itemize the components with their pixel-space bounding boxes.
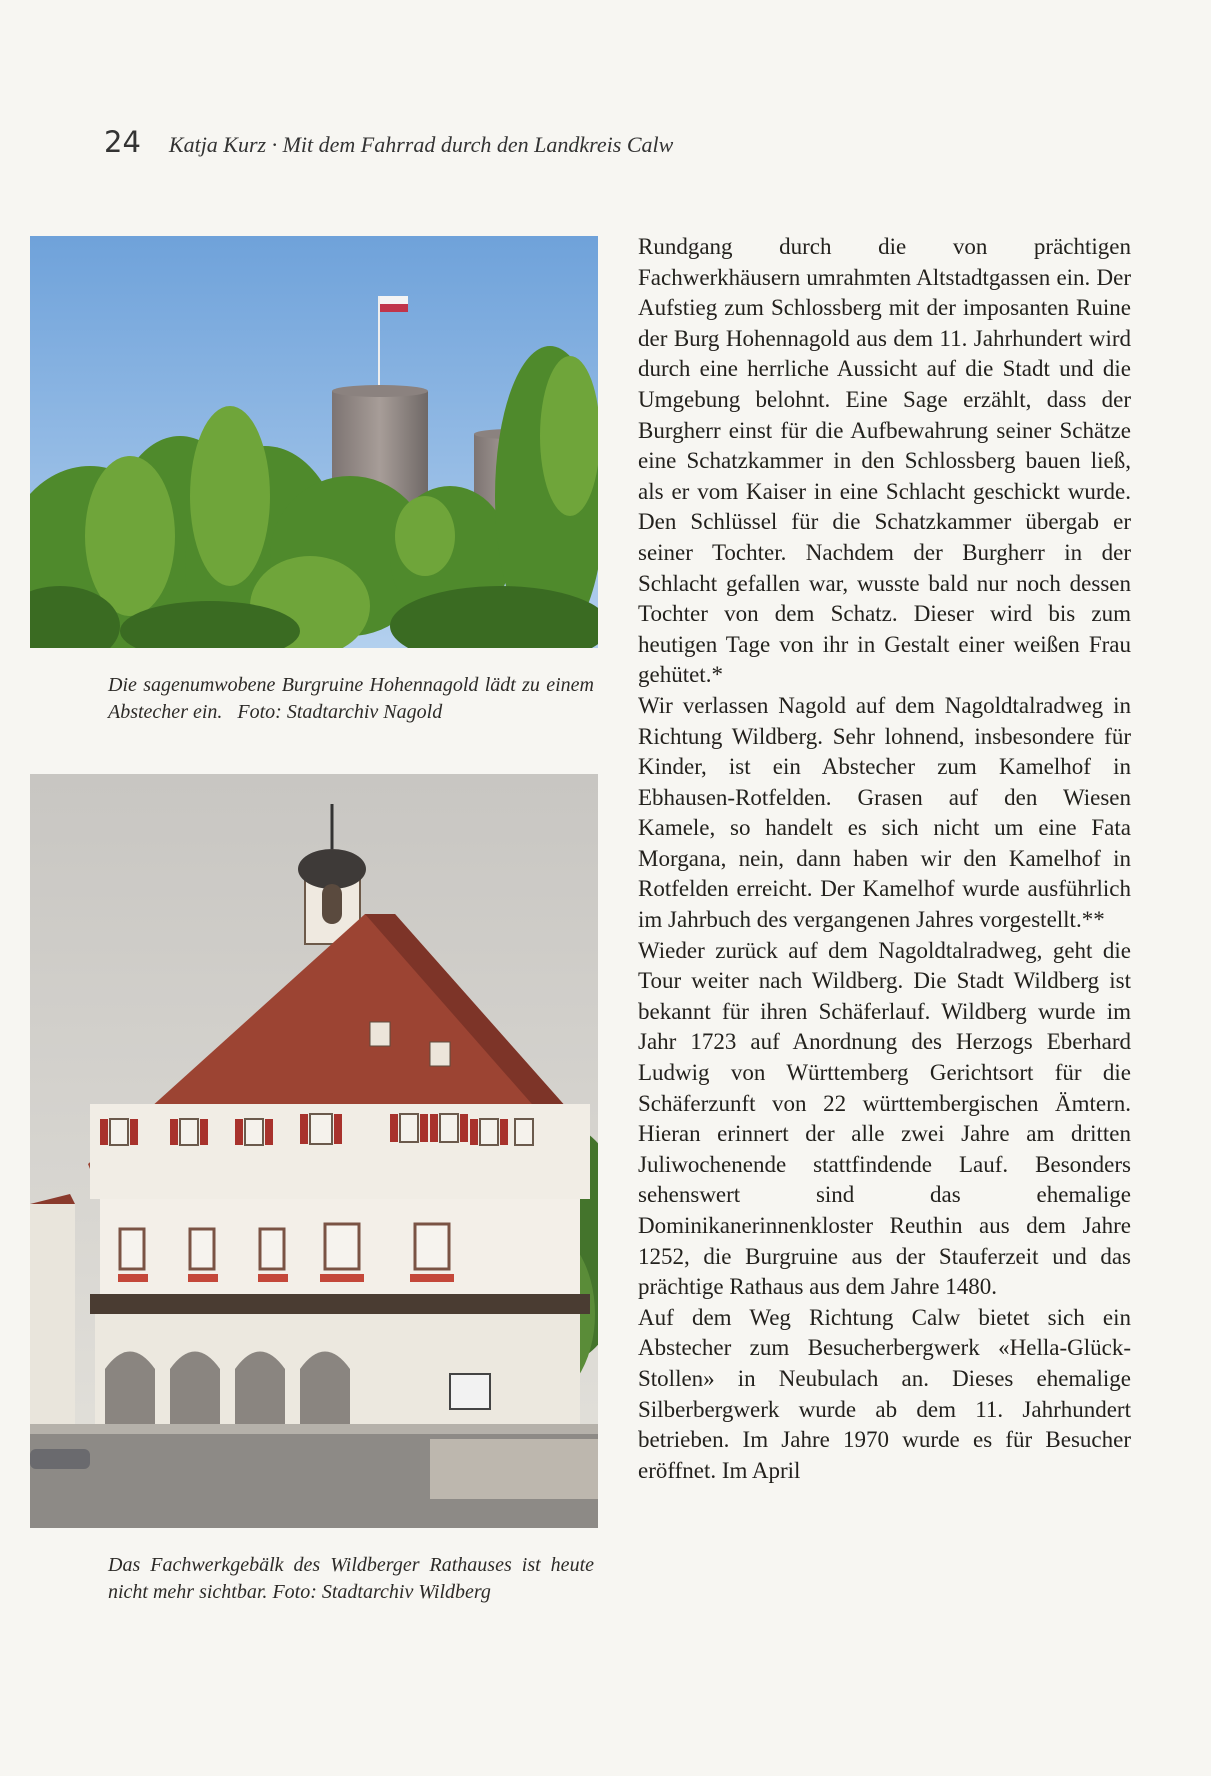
body-text (638, 232, 1131, 1486)
figure-castle-ruin (30, 236, 598, 726)
figure-town-hall (30, 774, 598, 1606)
castle-ruin-caption (30, 672, 598, 726)
photo-credit: Foto: Stadtarchiv Nagold (237, 701, 443, 723)
paragraph: Wir verlassen Nagold auf dem Nagoldtalradweg in Richtung Wildberg. Sehr lohnend, insbesondere für Kinder, ist ein Abstecher zum Kamelhof in Ebhausen-Rotfelden. Grasen auf den Wiesen Kamele, so handelt es sich nicht um eine Fata Morgana, nein, dann haben wir den Kamelhof in Rotfelden erreicht. Der Kamelhof wurde ausführlich im Jahrbuch des vergangenen Jahres vorgestellt.** (638, 692, 1131, 933)
caption-text: Das Fachwerkgebälk des Wildberger Rathauses ist heute nicht mehr sichtbar. (108, 1554, 594, 1603)
paragraph: Auf dem Weg Richtung Calw bietet sich ein Abstecher zum Besucherbergwerk «Hella-Glück-Stollen» in Neubulach an. Dieses ehemalige Silberbergwerk wurde ab dem 11. Jahrhundert betrieben. Im Jahre 1970 wurde es für Besucher eröffnet. Im April (638, 1304, 1131, 1483)
running-header (104, 125, 673, 159)
caption-text: Die sagenumwobene Burgruine Hohennagold lädt zu einem Abstecher ein. (108, 674, 594, 723)
photo-credit: Foto: Stadtarchiv Wildberg (272, 1581, 491, 1603)
paragraph: Wieder zurück auf dem Nagoldtalradweg, geht die Tour weiter nach Wildberg. Die Stadt Wildberg ist bekannt für ihren Schäferlauf. Wildberg wurde im Jahr 1723 auf Anordnung des Herzogs Eberhard Ludwig von Württemberg Gerichtsort für die Schäferzunft von 22 württembergischen Ämtern. Hieran erinnert der alle zwei Jahre am dritten Juliwochenende stattfindende Lauf. Besonders sehenswert sind das ehemalige Dominikanerinnenkloster Reuthin aus dem Jahre 1252, die Burgruine aus der Stauferzeit und das prächtige Rathaus aus dem Jahre 1480. (638, 937, 1131, 1300)
page-number: 24 (104, 125, 141, 159)
town-hall-caption (30, 1552, 598, 1606)
running-title: Katja Kurz · Mit dem Fahrrad durch den Landkreis Calw (168, 132, 674, 157)
town-hall-photo (30, 774, 598, 1528)
paragraph: Rundgang durch die von prächtigen Fachwerkhäusern umrahmten Altstadtgassen ein. Der Aufstieg zum Schlossberg mit der imposanten Ruine der Burg Hohennagold aus dem 11. Jahrhundert wird durch eine herrliche Aussicht auf die Stadt und die Umgebung belohnt. Eine Sage erzählt, dass der Burgherr einst für die Aufbewahrung seiner Schätze eine Schatzkammer in den Schlossberg bauen ließ, als er vom Kaiser in eine Schlacht geschickt wurde. Den Schlüssel für die Schatzkammer übergab er seiner Tochter. Nachdem der Burgherr in der Schlacht gefallen war, wusste bald nur noch dessen Tochter von dem Schatz. Dieser wird bis zum heutigen Tage von ihr in Gestalt einer weißen Frau gehütet.* (638, 234, 1131, 688)
castle-ruin-photo (30, 236, 598, 648)
